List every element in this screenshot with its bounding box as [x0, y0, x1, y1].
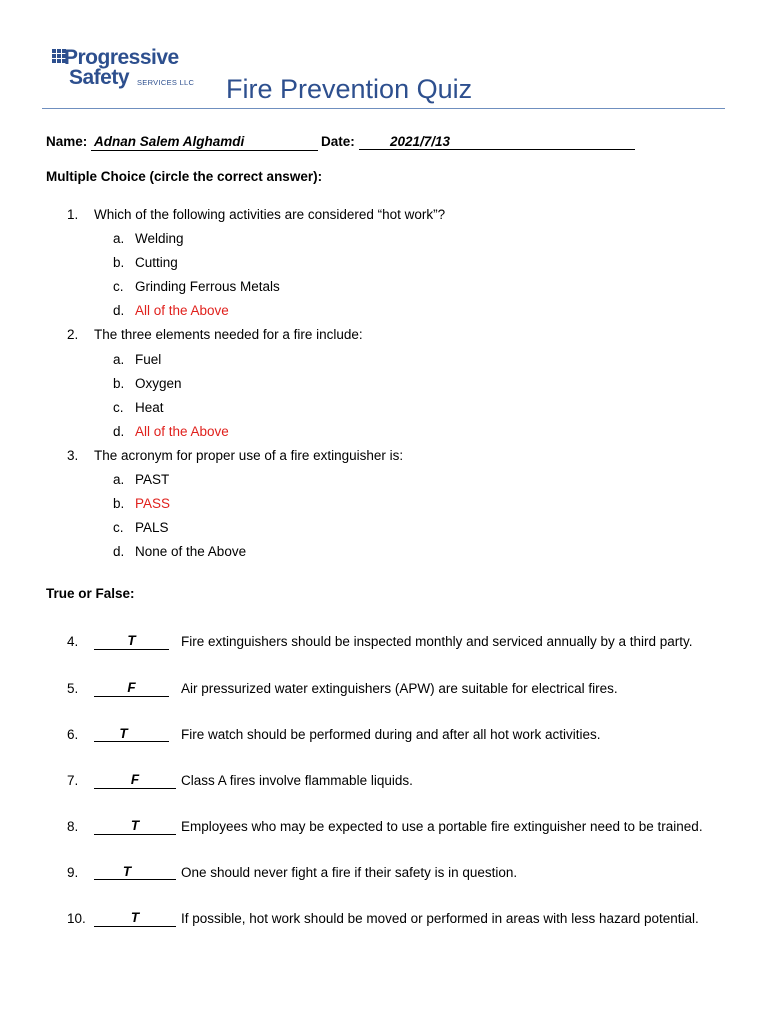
option-letter: b.	[113, 496, 125, 511]
question-number: 1.	[67, 207, 79, 222]
item-number: 7.	[67, 773, 79, 788]
answer-blank[interactable]: T	[94, 818, 176, 835]
statement-text: One should never fight a fire if their safety is in question.	[181, 865, 518, 880]
option-text: Fuel	[135, 352, 162, 367]
option-text: Heat	[135, 400, 164, 415]
date-field[interactable]	[359, 133, 635, 150]
option-letter: a.	[113, 472, 125, 487]
item-number: 10.	[67, 911, 86, 926]
question-text: The three elements needed for a fire include:	[94, 327, 363, 342]
option-text: Grinding Ferrous Metals	[135, 279, 280, 294]
date-value: 2021/7/13	[390, 134, 451, 149]
option-letter: a.	[113, 352, 125, 367]
name-label: Name:	[46, 134, 88, 149]
option-text: None of the Above	[135, 544, 247, 559]
statement-text: Fire extinguishers should be inspected monthly and serviced annually by a third party.	[181, 634, 693, 649]
logo-word-safety: Safety	[69, 66, 130, 89]
statement-text: Employees who may be expected to use a portable fire extinguisher need to be trained.	[181, 819, 703, 834]
name-field[interactable]	[91, 133, 318, 151]
item-number: 6.	[67, 727, 79, 742]
option-text: Oxygen	[135, 376, 182, 391]
option-letter: c.	[113, 279, 124, 294]
question-number: 3.	[67, 448, 79, 463]
option-letter: b.	[113, 376, 125, 391]
company-logo	[52, 46, 202, 96]
answer-blank[interactable]: T	[94, 726, 169, 742]
option-letter: c.	[113, 400, 124, 415]
option-letter: b.	[113, 255, 125, 270]
logo-services-text: SERVICES LLC	[137, 78, 195, 87]
item-number: 4.	[67, 634, 79, 649]
option-text-correct: All of the Above	[135, 303, 229, 318]
logo-word-progressive: Progressive	[64, 46, 179, 69]
page-title: Fire Prevention Quiz	[226, 74, 473, 104]
statement-text: Class A fires involve flammable liquids.	[181, 773, 413, 788]
option-text: PALS	[135, 520, 169, 535]
item-number: 5.	[67, 681, 79, 696]
option-letter: d.	[113, 303, 125, 318]
option-letter: d.	[113, 424, 125, 439]
answer-blank[interactable]: T	[94, 633, 169, 650]
multiple-choice-heading: Multiple Choice (circle the correct answer):	[46, 169, 323, 184]
item-number: 9.	[67, 865, 79, 880]
option-text: Welding	[135, 231, 184, 246]
answer-blank[interactable]: F	[94, 772, 176, 789]
question-number: 2.	[67, 327, 79, 342]
option-text-correct: All of the Above	[135, 424, 229, 439]
statement-text: Air pressurized water extinguishers (APW) are suitable for electrical fires.	[181, 681, 618, 696]
option-letter: d.	[113, 544, 125, 559]
answer-blank[interactable]: T	[94, 910, 176, 927]
item-number: 8.	[67, 819, 79, 834]
question-text: Which of the following activities are considered “hot work”?	[94, 207, 446, 222]
option-letter: a.	[113, 231, 125, 246]
question-text: The acronym for proper use of a fire extinguisher is:	[94, 448, 404, 463]
answer-blank[interactable]: F	[94, 680, 169, 697]
date-label: Date:	[321, 134, 355, 149]
header-divider	[42, 108, 725, 109]
statement-text: Fire watch should be performed during and after all hot work activities.	[181, 727, 601, 742]
true-false-heading: True or False:	[46, 586, 135, 601]
statement-text: If possible, hot work should be moved or performed in areas with less hazard potential.	[181, 911, 699, 926]
option-text: PAST	[135, 472, 170, 487]
option-letter: c.	[113, 520, 124, 535]
name-value: Adnan Salem Alghamdi	[94, 134, 245, 149]
answer-blank[interactable]: T	[94, 864, 176, 880]
option-text-correct: PASS	[135, 496, 171, 511]
option-text: Cutting	[135, 255, 178, 270]
